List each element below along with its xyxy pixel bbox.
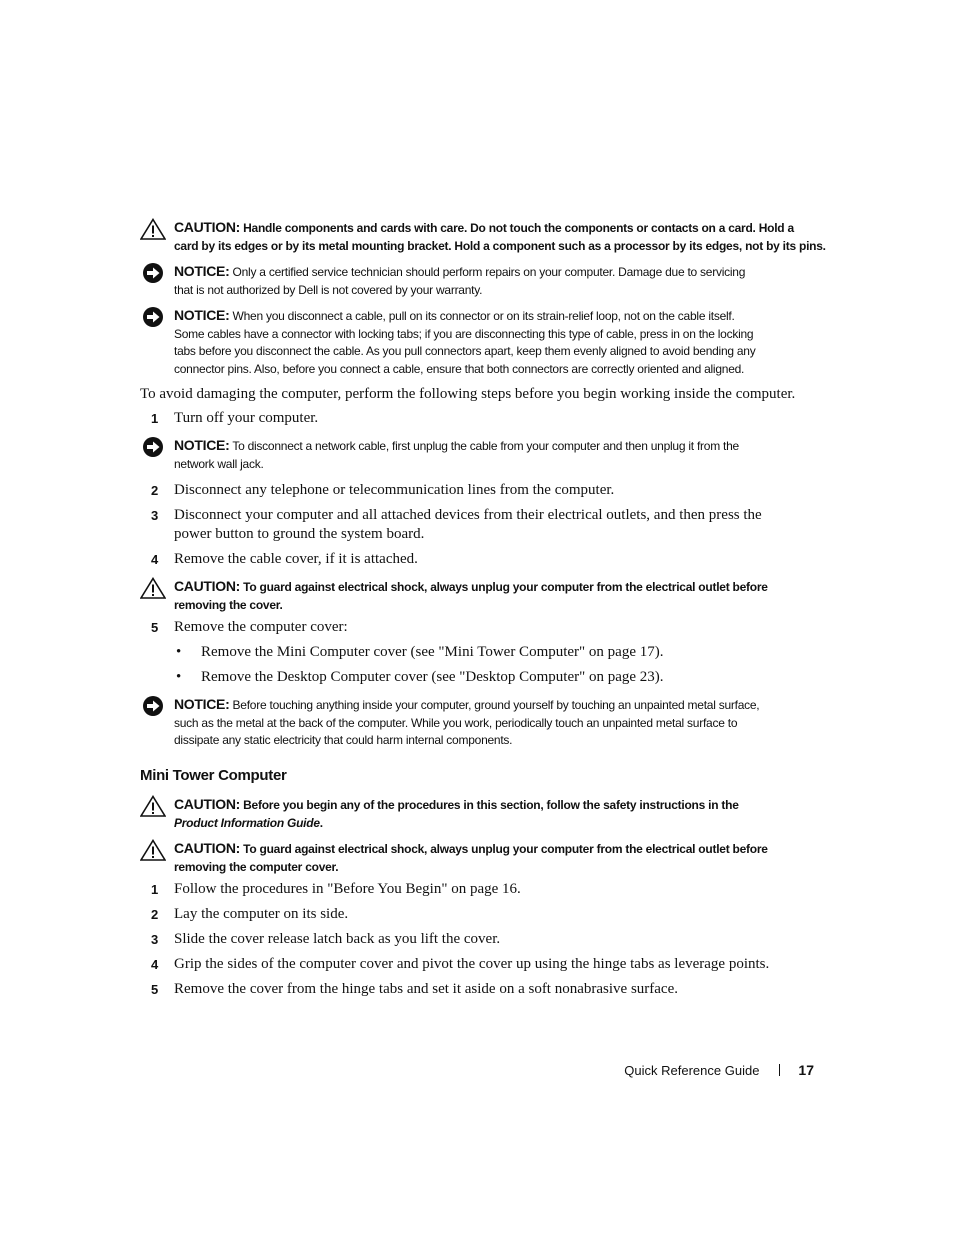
notice-network-cable: NOTICE: To disconnect a network cable, first unplug the cable from your computer and then unplug it from the network wall jack. [140,437,816,473]
list-item: 5 Remove the computer cover: [151,619,348,635]
notice-arrow-icon [140,695,166,717]
warning-triangle-icon [140,218,166,240]
page-footer [624,1062,814,1078]
section-heading: Mini Tower Computer [140,767,287,784]
list-item: 3 Slide the cover release latch back as you lift the cover. [151,931,501,947]
caution-electrical-shock: CAUTION: To guard against electrical shock, always unplug your computer from the electrical outlet before removing the cover. [140,578,816,614]
caution-safety-instructions: CAUTION: Before you begin any of the procedures in this section, follow the safety instructions in the Product Information Guide. [140,796,816,832]
list-item: 4 Remove the cable cover, if it is attached. [151,551,418,567]
footer-guide-title: Quick Reference Guide [624,1062,760,1078]
intro-paragraph: To avoid damaging the computer, perform the following steps before you begin working inside the computer. [140,386,796,402]
list-item: • Remove the Desktop Computer cover (see "Desktop Computer" on page 23). [176,669,664,685]
warning-triangle-icon [140,577,166,599]
notice-disconnect-cable: NOTICE: When you disconnect a cable, pull on its connector or on its strain-relief loop, not on the cable itself. Some cables have a connector with locking tabs; if you are disconnecting this type of cable, press in on the locking tabs before you disconnect the cable. As you pull connectors apart, keep them evenly aligned to avoid bending any connector pins. Also, before you connect a cable, ensure that both connectors are correctly oriented and aligned. [140,307,816,378]
notice-arrow-icon [140,436,166,458]
caution-electrical-shock-cover: CAUTION: To guard against electrical shock, always unplug your computer from the electrical outlet before removing the computer cover. [140,840,816,876]
caution-handle-components: CAUTION: Handle components and cards with care. Do not touch the components or contacts on a card. Hold a card by its edges or by its metal mounting bracket. Hold a component such as a processor by its edges, not by its pins. [140,219,816,255]
warning-triangle-icon [140,795,166,817]
notice-arrow-icon [140,262,166,284]
list-item: 4 Grip the sides of the computer cover and pivot the cover up using the hinge tabs as leverage points. [151,956,770,972]
warning-triangle-icon [140,839,166,861]
notice-certified-technician: NOTICE: Only a certified service technician should perform repairs on your computer. Damage due to servicing that is not authorized by Dell is not covered by your warranty. [140,263,816,299]
list-item: 2 Lay the computer on its side. [151,906,349,922]
list-item: 5 Remove the cover from the hinge tabs and set it aside on a soft nonabrasive surface. [151,981,679,997]
page-number: 17 [798,1062,814,1078]
notice-arrow-icon [140,306,166,328]
list-item: • Remove the Mini Computer cover (see "Mini Tower Computer" on page 17). [176,644,664,660]
list-item: 1 Turn off your computer. [151,410,319,426]
list-item: 3 Disconnect your computer and all attached devices from their electrical outlets, and then press the power button to ground the system board. [151,507,762,542]
list-item: 2 Disconnect any telephone or telecommunication lines from the computer. [151,482,615,498]
notice-ground-yourself: NOTICE: Before touching anything inside your computer, ground yourself by touching an unpainted metal surface, such as the metal at the back of the computer. While you work, periodically touch an unpainted metal surface to dissipate any static electricity that could harm internal components. [140,696,816,750]
footer-divider [779,1064,780,1076]
list-item: 1 Follow the procedures in "Before You Begin" on page 16. [151,881,521,897]
